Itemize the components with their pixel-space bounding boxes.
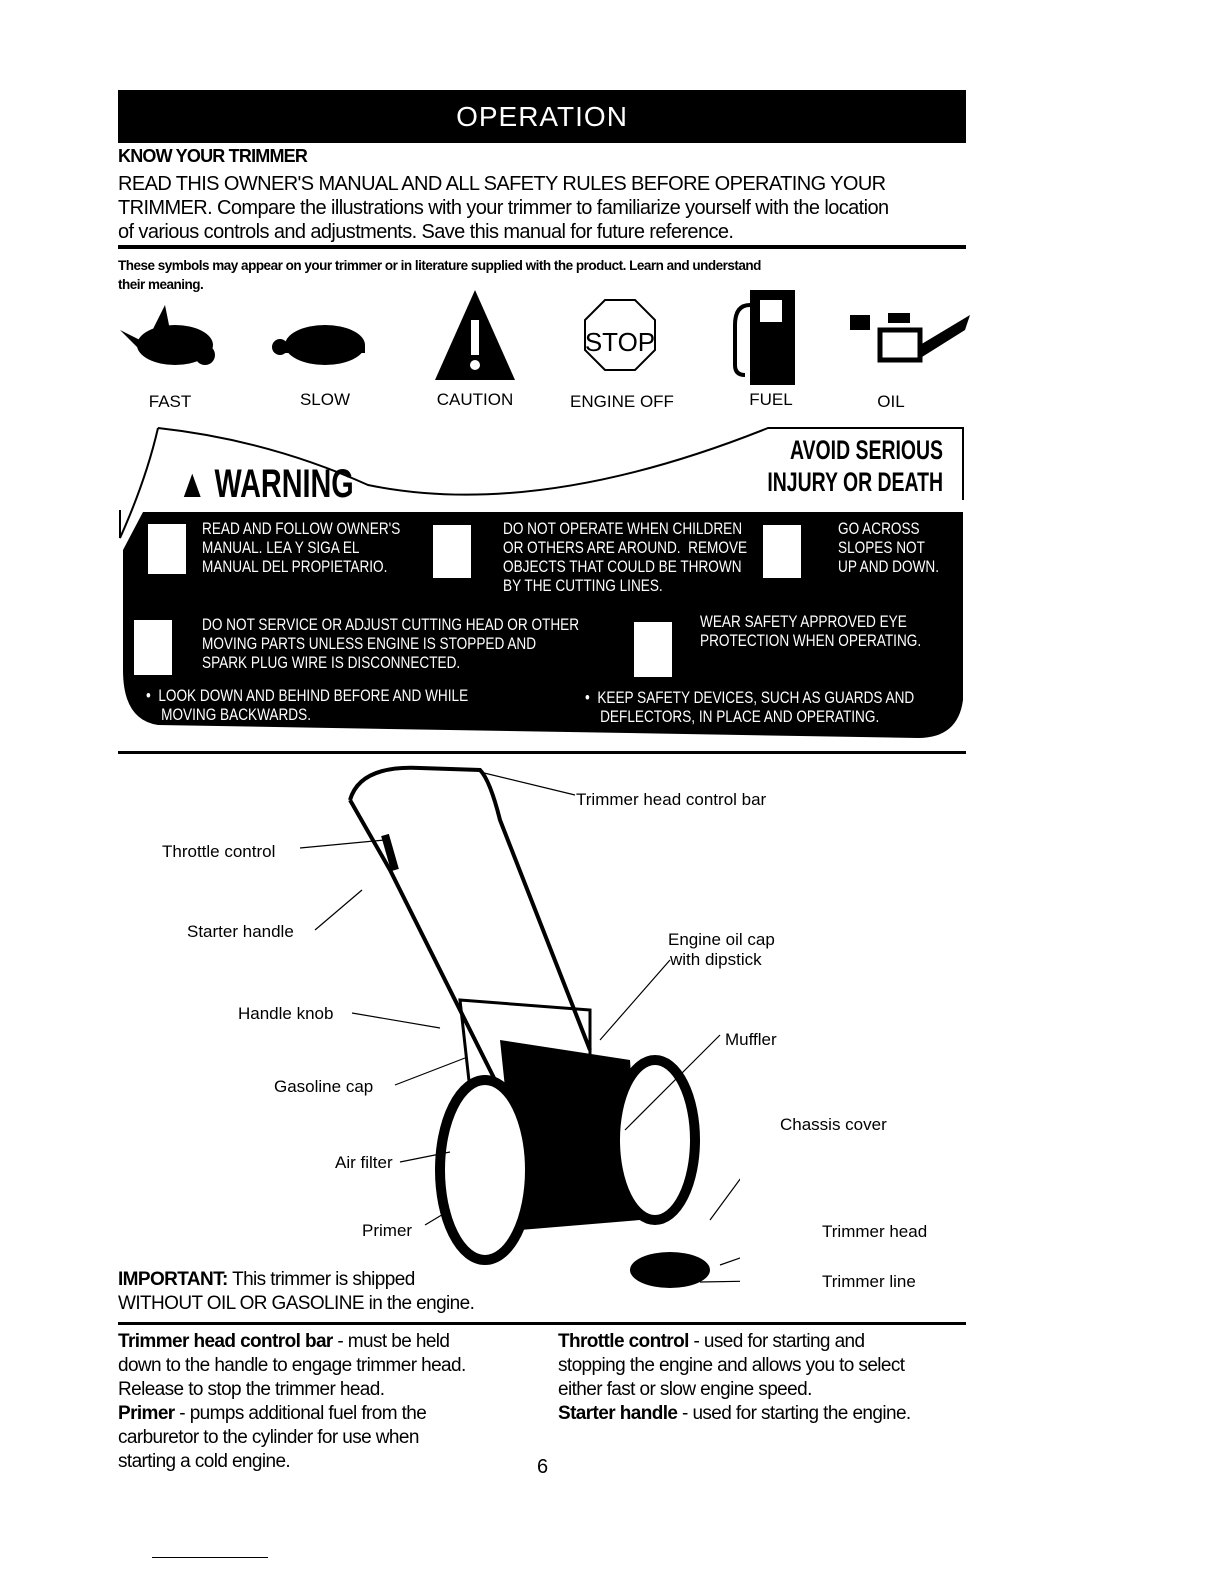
divider bbox=[118, 751, 966, 754]
eye-protection-icon bbox=[634, 622, 672, 677]
subtitle-line: INJURY OR DEATH bbox=[767, 467, 944, 497]
label-trimmer-head-control-bar: Trimmer head control bar bbox=[576, 790, 767, 809]
desc-text: - used for starting and bbox=[688, 1331, 865, 1352]
intro-line: of various controls and adjustments. Save this manual for future reference. bbox=[118, 221, 734, 243]
label-trimmer-line: Trimmer line bbox=[822, 1272, 916, 1291]
warning-subtitle bbox=[767, 434, 944, 498]
desc-text: - must be held bbox=[332, 1331, 450, 1352]
desc-text: - used for starting the engine. bbox=[677, 1403, 911, 1424]
descriptions-left bbox=[118, 1330, 466, 1474]
label-trimmer-head: Trimmer head bbox=[822, 1222, 928, 1241]
important-note bbox=[118, 1268, 474, 1316]
label-starter-handle: Starter handle bbox=[187, 922, 294, 941]
warning-item: DO NOT OPERATE WHEN CHILDREN OR OTHERS ARE AROUND. REMOVE OBJECTS THAT COULD BE THROWN BY THE CUTTING LINES. bbox=[503, 519, 748, 595]
trimmer-illustration bbox=[290, 760, 740, 1320]
term: Throttle control bbox=[558, 1331, 689, 1352]
divider bbox=[118, 245, 966, 249]
warning-item: GO ACROSS SLOPES NOT UP AND DOWN. bbox=[838, 519, 940, 576]
manual-book-icon bbox=[148, 524, 186, 574]
warning-item: DO NOT SERVICE OR ADJUST CUTTING HEAD OR OTHER MOVING PARTS UNLESS ENGINE IS STOPPED AND SPARK PLUG WIRE IS DISCONNECTED. bbox=[202, 615, 580, 672]
symbol-label-fast: FAST bbox=[148, 392, 192, 411]
intro-line: TRIMMER. Compare the illustrations with your trimmer to familiarize yourself with the location bbox=[118, 197, 889, 219]
caution-triangle-icon bbox=[435, 290, 515, 380]
desc-text: starting a cold engine. bbox=[118, 1451, 291, 1472]
turtle-icon bbox=[272, 325, 365, 365]
label-handle-knob: Handle knob bbox=[238, 1004, 334, 1023]
warning-title-text: WARNING bbox=[214, 462, 354, 506]
hand-injury-icon bbox=[134, 620, 172, 675]
term: Trimmer head control bar bbox=[118, 1331, 333, 1352]
important-text: This trimmer is shipped bbox=[227, 1269, 415, 1290]
desc-starter bbox=[558, 1402, 911, 1426]
important-text: WITHOUT OIL OR GASOLINE in the engine. bbox=[118, 1293, 475, 1314]
footer-line bbox=[152, 1557, 268, 1558]
page-number: 6 bbox=[537, 1456, 549, 1478]
desc-primer bbox=[118, 1402, 466, 1426]
label-primer: Primer bbox=[362, 1221, 413, 1240]
symbol-label-caution: CAUTION bbox=[436, 390, 514, 409]
symbol-label-engine-off: ENGINE OFF bbox=[570, 392, 674, 411]
section-header bbox=[118, 90, 966, 143]
label-throttle-control: Throttle control bbox=[162, 842, 276, 861]
warning-item: • LOOK DOWN AND BEHIND BEFORE AND WHILE MOVING BACKWARDS. bbox=[146, 686, 469, 724]
label-gasoline-cap: Gasoline cap bbox=[274, 1077, 374, 1096]
header-title: OPERATION bbox=[456, 100, 628, 132]
symbol-label-oil: OIL bbox=[877, 392, 905, 411]
descriptions-right bbox=[558, 1330, 911, 1426]
symbols-note: These symbols may appear on your trimmer or in literature supplied with the product. Learn and understand bbox=[118, 258, 761, 273]
thrown-objects-icon bbox=[433, 525, 471, 578]
label-engine-oil-cap: Engine oil cap bbox=[668, 930, 775, 949]
desc-text: Release to stop the trimmer head. bbox=[118, 1379, 385, 1400]
term: Primer bbox=[118, 1403, 175, 1424]
desc-text: stopping the engine and allows you to select bbox=[558, 1355, 905, 1376]
warning-item: READ AND FOLLOW OWNER'S MANUAL. LEA Y SIGA EL MANUAL DEL PROPIETARIO. bbox=[202, 519, 401, 576]
desc-control-bar bbox=[118, 1330, 466, 1354]
oil-can-icon bbox=[850, 313, 970, 360]
divider bbox=[118, 1322, 966, 1325]
section-title: KNOW YOUR TRIMMER bbox=[118, 146, 308, 166]
term: Starter handle bbox=[558, 1403, 678, 1424]
svg-text:STOP: STOP bbox=[584, 327, 656, 357]
symbol-label-fuel: FUEL bbox=[749, 390, 793, 409]
symbol-label-slow: SLOW bbox=[299, 390, 351, 409]
warning-title: ▲ WARNING bbox=[178, 462, 354, 506]
symbols-row bbox=[110, 285, 980, 390]
subtitle-line: AVOID SERIOUS bbox=[790, 435, 944, 465]
fuel-pump-icon bbox=[735, 290, 795, 385]
desc-text: either fast or slow engine speed. bbox=[558, 1379, 812, 1400]
desc-text: down to the handle to engage trimmer head. bbox=[118, 1355, 466, 1376]
intro-line: READ THIS OWNER'S MANUAL AND ALL SAFETY RULES BEFORE OPERATING YOUR bbox=[118, 173, 886, 195]
rabbit-icon bbox=[120, 305, 215, 365]
important-lead: IMPORTANT: bbox=[118, 1269, 228, 1290]
symbols-note: their meaning. bbox=[118, 277, 204, 292]
no-slope-icon bbox=[763, 525, 801, 578]
warning-item: • KEEP SAFETY DEVICES, SUCH AS GUARDS AND DEFLECTORS, IN PLACE AND OPERATING. bbox=[585, 688, 915, 726]
label-air-filter: Air filter bbox=[335, 1153, 393, 1172]
label-engine-oil-cap-2: with dipstick bbox=[670, 950, 762, 969]
desc-throttle bbox=[558, 1330, 911, 1354]
desc-text: - pumps additional fuel from the bbox=[174, 1403, 427, 1424]
desc-text: carburetor to the cylinder for use when bbox=[118, 1427, 419, 1448]
warning-item: WEAR SAFETY APPROVED EYE PROTECTION WHEN OPERATING. bbox=[700, 612, 922, 650]
label-chassis-cover: Chassis cover bbox=[780, 1115, 887, 1134]
label-muffler: Muffler bbox=[725, 1030, 777, 1049]
stop-sign-icon bbox=[585, 300, 655, 370]
